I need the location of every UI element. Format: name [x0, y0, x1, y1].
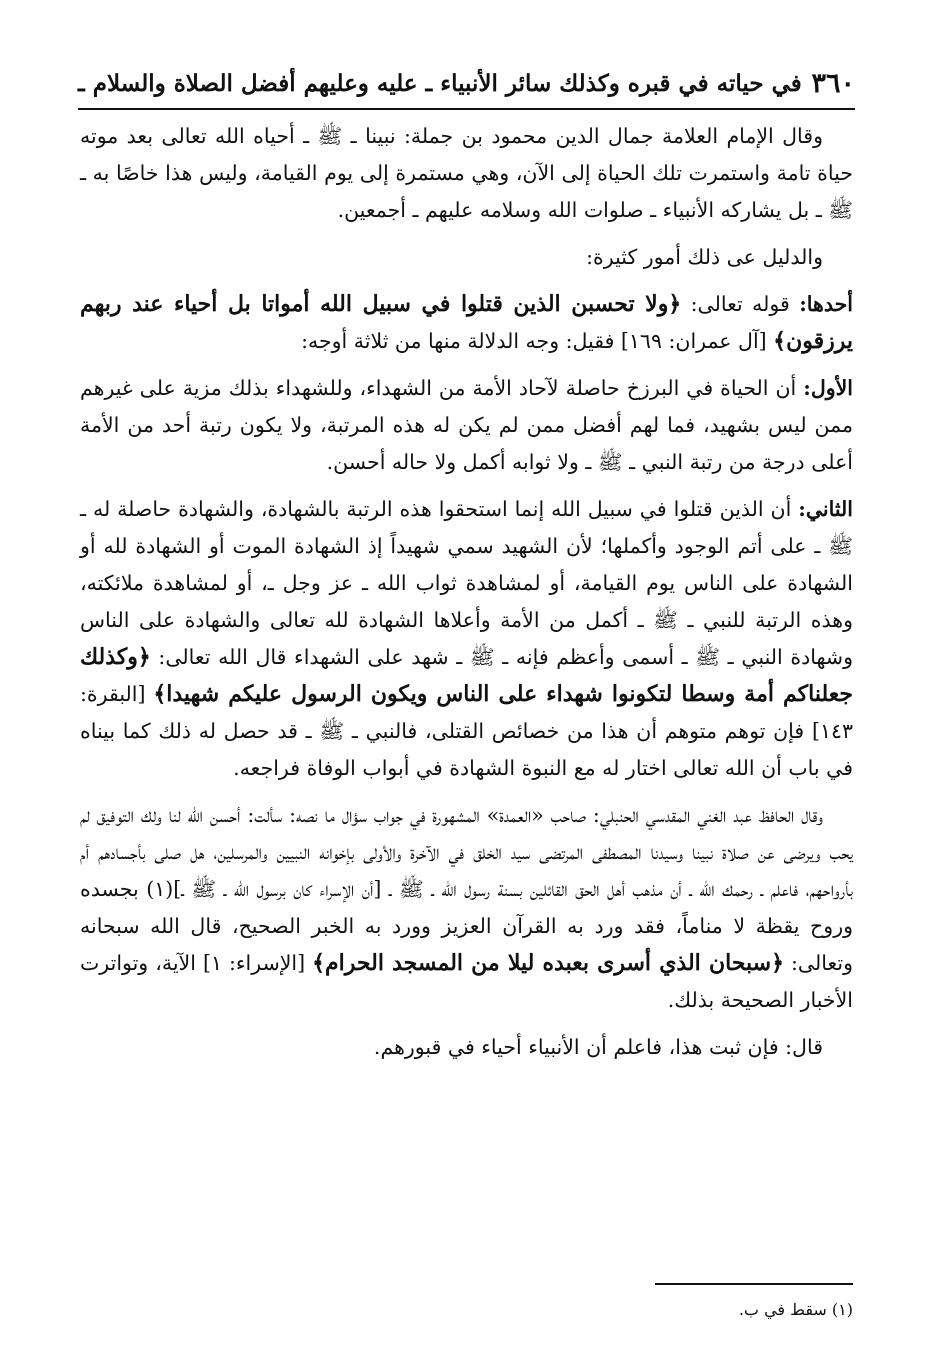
quran-verse: ﴿ولا تحسبن الذين قتلوا في سبيل الله أمواتا بل أحياء عند ربهم يرزقون﴾: [80, 291, 853, 354]
paragraph-text: والدليل عى ذلك أمور كثيرة:: [586, 245, 823, 269]
quran-verse: ﴿سبحان الذي أسرى بعبده ليلا من المسجد الحرام﴾: [312, 950, 784, 976]
running-header: [78, 58, 855, 110]
paragraph-second-aspect: [80, 491, 853, 787]
paragraph-evidence-intro: [80, 239, 853, 276]
section-lead: الأول:: [803, 376, 853, 400]
paragraph-text: أن الحياة في البرزخ حاصلة لآحاد الأمة من الشهداء، وللشهداء بذلك مزية على غيرهم ممن ليس بشهيد، فما لهم أفضل ممن لم يكن له هذه المرتبة، ولا يكون رتبة أحد من الأمة أعلى درجة من رتبة النبي ـ ﷺ ـ ولا ثوابه أكمل ولا حاله أحسن.: [80, 376, 853, 474]
paragraph-conclusion: [80, 1029, 853, 1066]
footnote: (١) سقط في ب.: [738, 1300, 853, 1319]
paragraph-text: قال: فإن ثبت هذا، فاعلم أن الأنبياء أحياء في قبورهم.: [373, 1035, 823, 1059]
paragraph-text: [البقرة: ١٤٣] فإن توهم متوهم أن هذا من خصائص القتلى، فالنبي ـ ﷺ ـ قد حصل له ذلك كما بيناه في باب أن الله تعالى اختار له مع النبوة الشهادة في أبواب الوفاة فراجعه.: [80, 682, 853, 780]
paragraph-ibn-jumla: [80, 118, 853, 229]
section-lead: أحدها:: [799, 292, 853, 316]
paragraph-text: وقال الحافظ عبد الغني المقدسي الحنبلي: صاحب «العمدة» المشهورة في جواب سؤال ما نصه: سألت: أحسن الله لنا ولك التوفيق لم يحب ويرضى عن صلاة نبينا وسيدنا المصطفى المرتضى سيد الخلق في الآخرة والأولى بإخوانه النبيين والمرسلين، هل صلى بأجسادهم أم بأرواحهم، فاعلم ـ رحمك الله ـ أن مذهب أهل الحق القائلين بسنة رسول الله ـ ﷺ ـ [أن الإسراء كان برسول الله ـ ﷺ ـ](١) بجسده وروح يقظة لا مناماً، فقد ورد به القرآن العزيز وورد به الخبر الصحيح، قال الله سبحانه وتعالى:: [80, 803, 854, 975]
paragraph-text: [آل عمران: ١٦٩] فقيل: وجه الدلالة منها من ثلاثة أوجه:: [301, 329, 774, 353]
quran-verse: ﴿وكذلك جعلناكم أمة وسطا لتكونوا شهداء على الناس ويكون الرسول عليكم شهيدا﴾: [80, 644, 853, 707]
footnote-divider: [655, 1283, 853, 1285]
main-text: [80, 118, 853, 1076]
paragraph-maqdisi: [80, 797, 853, 1019]
paragraph-text: قوله تعالى:: [681, 292, 800, 316]
paragraph-text: وقال الإمام العلامة جمال الدين محمود بن جملة: نبينا ـ ﷺ ـ أحياه الله تعالى بعد موته حياة تامة واستمرت تلك الحياة إلى الآن، وهي مستمرة إلى يوم القيامة، وليس هذا خاصًا به ـ ﷺ ـ بل يشاركه الأنبياء ـ صلوات الله وسلامه عليهم ـ أجمعين.: [80, 124, 853, 222]
page-number: ٣٦٠: [811, 67, 855, 99]
paragraph-text: أن الذين قتلوا في سبيل الله إنما استحقوا هذه الرتبة بالشهادة، والشهادة حاصلة له ـ ﷺ ـ على أتم الوجود وأكملها؛ لأن الشهيد سمي شهيداً إذ الشهادة الموت أو الشهادة لله أو الشهادة على الناس يوم القيامة، أو لمشاهدة ثواب الله ـ عز وجل ـ، أو لمشاهدة ملائكته، وهذه الرتبة للنبي ـ ﷺ ـ أكمل من الأمة وأعلاها الشهادة لله تعالى والشهادة على الناس وشهادة النبي ـ ﷺ ـ أسمى وأعظم فإنه ـ ﷺ ـ شهد على الشهداء قال الله تعالى:: [80, 497, 853, 669]
section-lead: الثاني:: [798, 497, 853, 521]
paragraph-first-aspect: [80, 370, 853, 481]
running-title: في حياته في قبره وكذلك سائر الأنبياء ـ عليه وعليهم أفضل الصلاة والسلام ـ: [78, 69, 802, 97]
paragraph-text: [الإسراء: ١] الآية، وتواترت الأخبار الصحيحة بذلك.: [80, 951, 853, 1012]
paragraph-first-proof: [80, 286, 853, 360]
